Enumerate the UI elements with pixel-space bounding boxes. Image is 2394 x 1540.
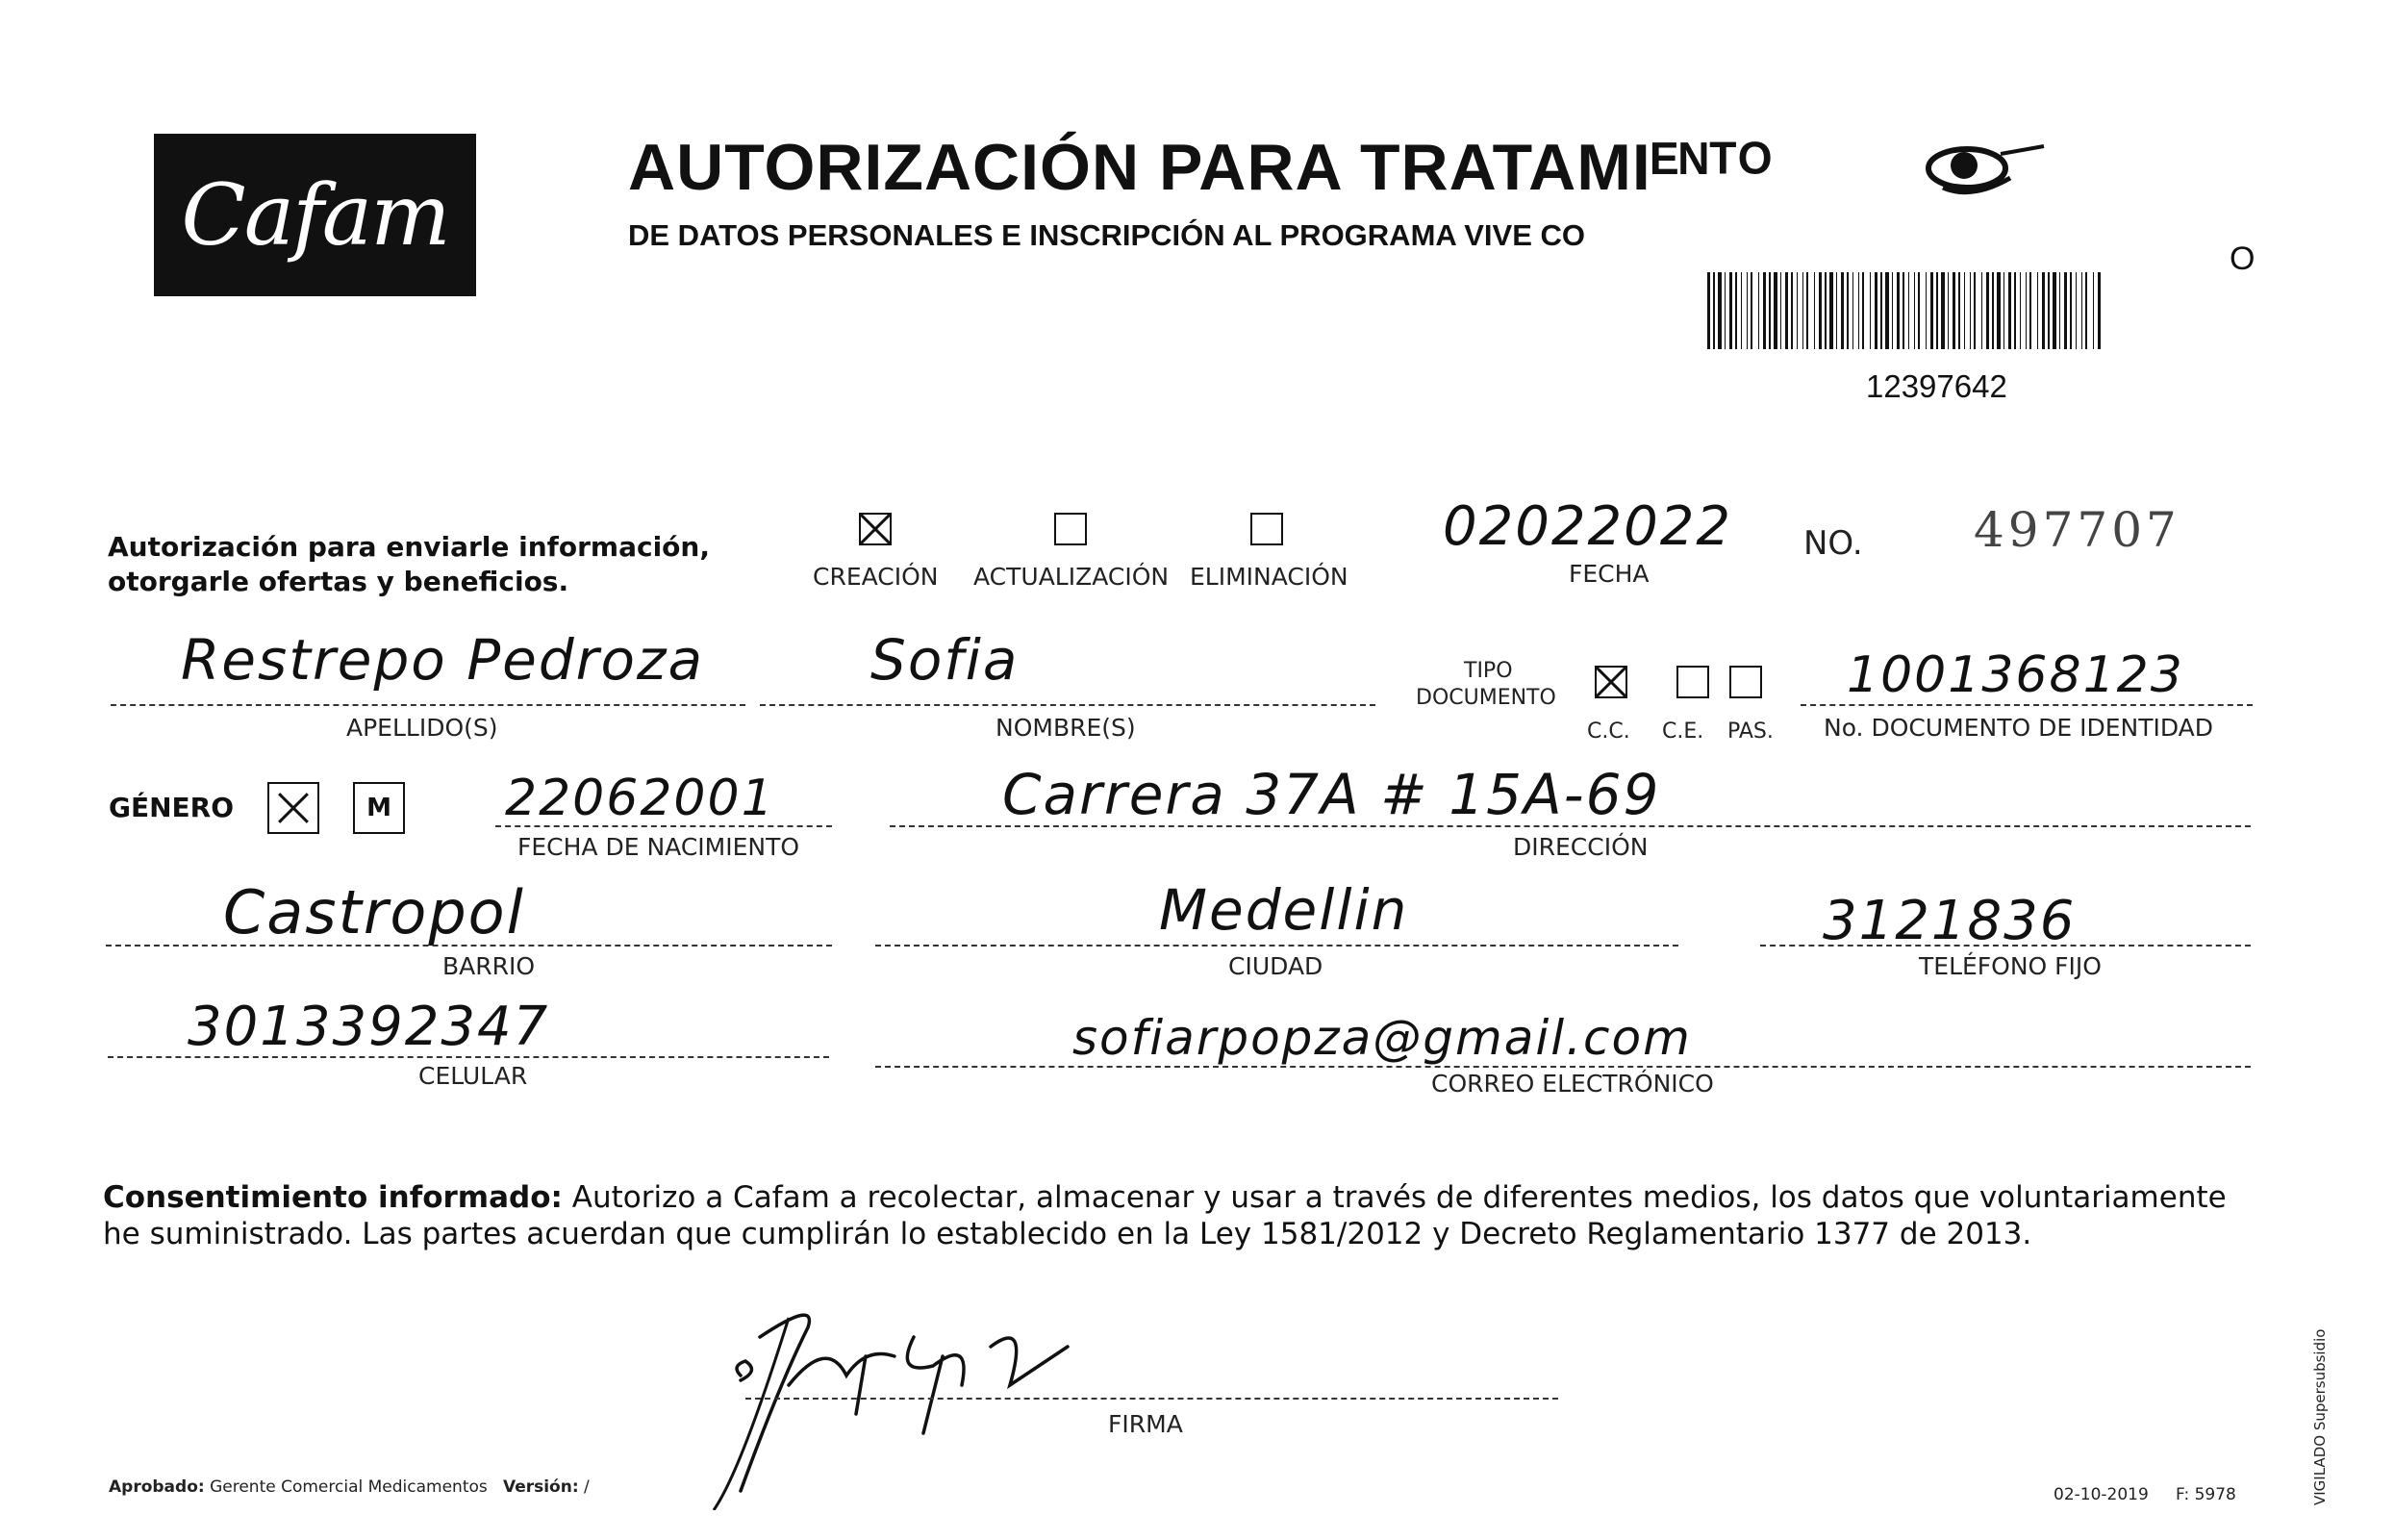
authorization-text-line1: Autorización para enviarle información, [108,531,710,563]
apellidos-label: APELLIDO(S) [346,714,498,742]
version-label: Versión: [502,1477,579,1497]
firma-label: FIRMA [1108,1410,1183,1438]
eliminacion-checkbox[interactable] [1250,513,1283,545]
barcode-bar [2081,272,2082,349]
tipo-label-2: DOCUMENTO [1416,686,1556,710]
barcode-bar [1948,272,1949,349]
celular-line [108,1056,829,1058]
eye-logo-icon [1914,135,2049,202]
version-value: / [584,1477,590,1497]
ciudad-label: CIUDAD [1228,952,1323,980]
barcode-bar [1741,272,1742,349]
barcode-bar [1729,272,1732,349]
barcode-bar [1758,272,1759,349]
barcode-bar [1885,272,1889,349]
pas-label: PAS. [1727,720,1774,744]
supersubsidio-stamp [2304,1289,2342,1510]
fecha-label: FECHA [1569,560,1650,588]
barcode-bar [1825,272,1827,349]
barcode-bar [1926,272,1927,349]
ce-checkbox[interactable] [1676,666,1709,698]
fecha-value[interactable]: 02022022 [1443,495,1733,558]
eliminacion-label: ELIMINACIÓN [1190,563,1348,591]
barcode-bar [1819,272,1822,349]
apellidos-value[interactable]: Restrepo Pedroza [181,627,705,693]
signature-drawing [702,1279,1145,1510]
barcode-bar [2003,272,2004,349]
barcode-bar [1780,272,1781,349]
nacimiento-value[interactable]: 22062001 [505,770,775,827]
cafam-logo: Cafam [154,134,476,296]
no-label: NO. [1803,524,1863,563]
barcode-bar [1852,272,1853,349]
creacion-label: CREACIÓN [813,563,939,591]
barcode-bar [2070,272,2072,349]
aprobado-label: Aprobado: [109,1477,205,1497]
barcode-bar [1806,272,1808,349]
barcode-bar [1791,272,1793,349]
barcode-bar [1997,272,2001,349]
barcode-bar [1914,272,1915,349]
actualizacion-label: ACTUALIZACIÓN [973,563,1170,591]
barcode-bar [2042,272,2045,349]
barcode-bar [2037,272,2038,349]
barcode-bar [1958,272,1960,349]
correo-line [875,1066,2251,1068]
genero-f-checkbox[interactable] [267,782,319,834]
barcode-bar [1892,272,1893,349]
telefono-label: TELÉFONO FIJO [1919,952,2102,980]
nacimiento-label: FECHA DE NACIMIENTO [517,833,800,861]
barcode-bar [2076,272,2077,349]
barcode-bar [1763,272,1766,349]
barcode-bar [1897,272,1900,349]
barcode-bar [2048,272,2050,349]
genero-label: GÉNERO [109,792,235,823]
nombres-label: NOMBRE(S) [995,714,1136,742]
ce-label: C.E. [1662,720,1704,744]
barcode-bar [2020,272,2021,349]
barcode-bar [1707,272,1710,349]
barcode-bar [1970,272,1971,349]
barcode-bar [2085,272,2087,349]
consent-body: Autorizo a Cafam a recolectar, almacenar y usar a través de diferentes medios, los datos que voluntariamente he suministrado. Las partes acuerdan que cumplirán lo establecido en la Ley 1581/2012 y Decreto Reglamentario 1377 de 2013. [103,1180,2227,1251]
barcode-bar [2014,272,2016,349]
barcode-bar [2008,272,2011,349]
barcode-bar [1875,272,1877,349]
direccion-line [890,825,2251,827]
barcode-bar [1713,272,1715,349]
barcode-bar [1725,272,1726,349]
doc-number-line [1801,704,2253,706]
barcode-bar [2059,272,2060,349]
ciudad-line [875,945,1678,947]
firma-line [745,1398,1558,1400]
barcode-bar [1774,272,1777,349]
barrio-label: BARRIO [442,952,536,980]
footer-approval [109,1477,590,1497]
doc-number-label: No. DOCUMENTO DE IDENTIDAD [1824,714,2214,742]
telefono-line [1760,945,2251,947]
barcode-bar [1785,272,1788,349]
nombres-value[interactable]: Sofia [870,627,1020,693]
telefono-value[interactable]: 3121836 [1823,890,2077,952]
barcode-bar [1880,272,1882,349]
footer-date-code: 02-10-2019 [2054,1485,2149,1504]
stray-mark: O [2230,240,2255,277]
correo-value[interactable]: sofiarpopza@gmail.com [1072,1010,1692,1066]
form-title: AUTORIZACIÓN PARA TRATAMIᴱᴺᵀᴼ [628,131,1774,204]
barcode-bar [1829,272,1833,349]
footer-form-code: F: 5978 [2176,1485,2236,1504]
nacimiento-line [495,825,832,827]
barcode-bar [1903,272,1904,349]
pas-checkbox[interactable] [1729,666,1762,698]
barrio-value[interactable]: Castropol [223,877,525,947]
barcode-bar [1964,272,1965,349]
barcode-bar [1858,272,1859,349]
barcode-bar [1847,272,1849,349]
celular-label: CELULAR [418,1062,528,1090]
barcode-bar [1747,272,1748,349]
consent-paragraph [103,1179,2248,1252]
form-subtitle: DE DATOS PERSONALES E INSCRIPCIÓN AL PROGRAMA VIVE CO [628,218,1585,252]
barcode-bar [1930,272,1933,349]
authorization-text-line2: otorgarle ofertas y beneficios. [108,566,569,597]
supersubsidio-text: VIGILADO Supersubsidio [2311,1328,2329,1505]
barcode-bar [1974,272,1976,349]
cc-checkbox[interactable] [1595,666,1627,698]
barcode-bar [1941,272,1945,349]
barcode-bar [1936,272,1938,349]
actualizacion-checkbox[interactable] [1054,513,1087,545]
apellidos-line [111,704,745,706]
barcode-bar [1769,272,1771,349]
barcode-bar [1797,272,1798,349]
correo-label: CORREO ELECTRÓNICO [1431,1070,1714,1098]
barcode-bar [2064,272,2067,349]
doc-number-value[interactable]: 1001368123 [1847,646,2184,704]
barcode-bar [1718,272,1722,349]
direccion-label: DIRECCIÓN [1513,833,1649,861]
barcode-bar [1814,272,1815,349]
barcode-bar [1870,272,1871,349]
aprobado-value: Gerente Comercial Medicamentos [210,1477,488,1497]
barcode [1707,272,2102,349]
barcode-bar [2029,272,2031,349]
barcode-bar [1836,272,1837,349]
barcode-bar [1802,272,1803,349]
nombres-line [760,704,1375,706]
celular-value[interactable]: 3013392347 [188,996,550,1058]
barcode-bar [1862,272,1864,349]
barcode-bar [1953,272,1955,349]
consent-heading: Consentimiento informado: [103,1180,563,1215]
barcode-bar [2053,272,2056,349]
barcode-bar [1841,272,1844,349]
barcode-bar [2093,272,2094,349]
barcode-number: 12397642 [1866,368,2007,404]
direccion-value[interactable]: Carrera 37A # 15A-69 [1002,762,1661,827]
barcode-bar [2026,272,2027,349]
genero-m-checkbox[interactable]: M [353,782,405,834]
cc-label: C.C. [1587,720,1630,744]
barcode-bar [1992,272,1994,349]
no-value: 497707 [1974,502,2180,558]
barcode-bar [2098,272,2101,349]
creacion-checkbox[interactable] [859,513,892,545]
barcode-bar [1986,272,1989,349]
barcode-bar [1981,272,1982,349]
barcode-bar [1735,272,1737,349]
barcode-bar [1908,272,1909,349]
barcode-bar [1751,272,1752,349]
tipo-label-1: TIPO [1464,659,1513,683]
barrio-line [106,945,832,947]
barcode-bar [1918,272,1920,349]
ciudad-value[interactable]: Medellin [1159,877,1409,943]
